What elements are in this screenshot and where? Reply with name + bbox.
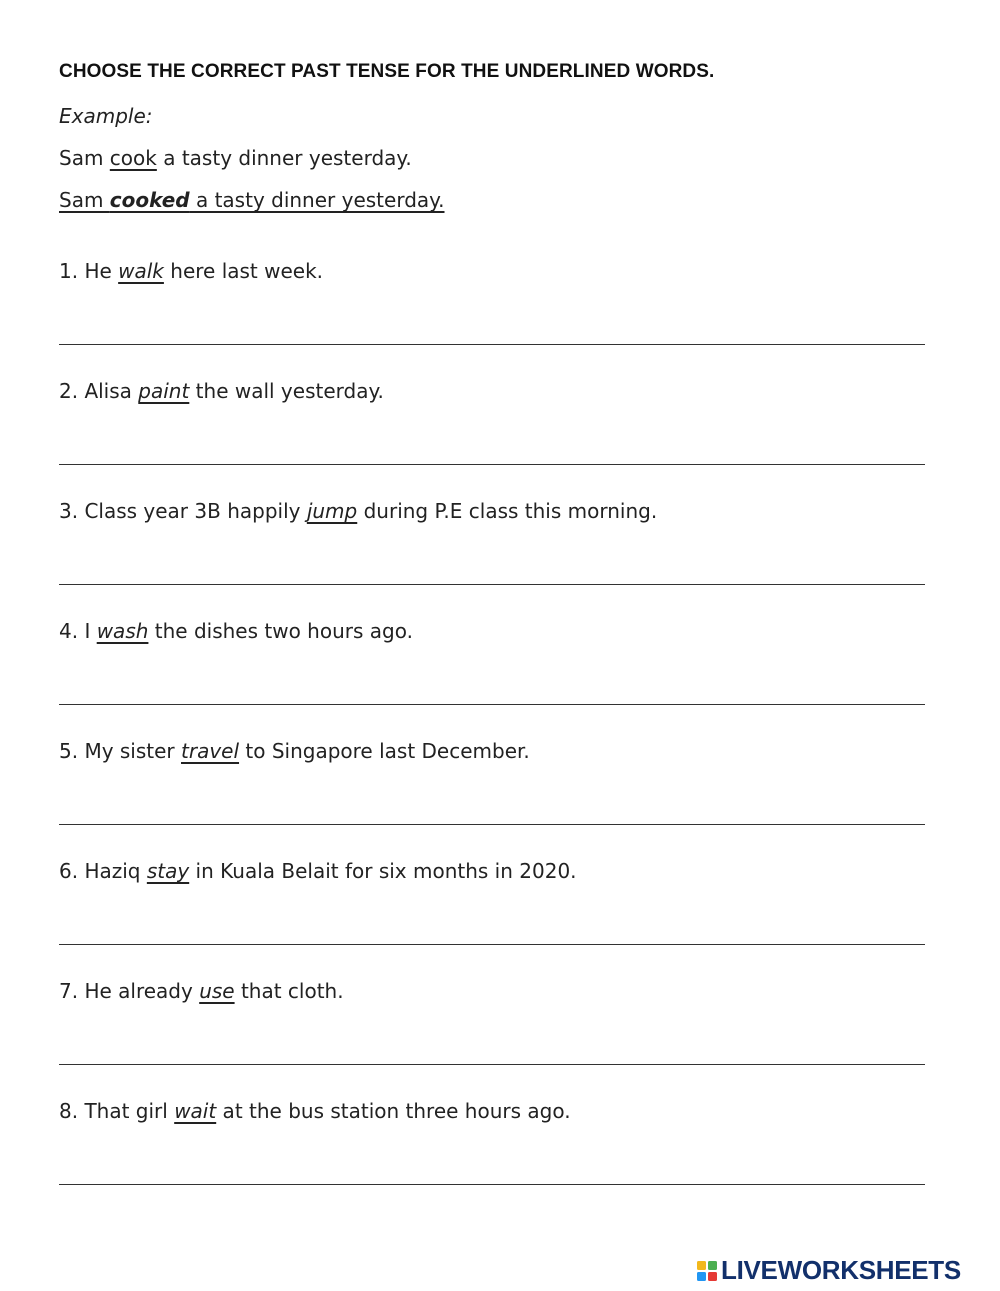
answer-line-7[interactable] [59, 1064, 925, 1065]
question-post: that cloth. [234, 979, 344, 1003]
example-answer-pre: Sam [59, 188, 110, 212]
logo-square [708, 1261, 717, 1270]
example-question-word: cook [109, 146, 157, 170]
question-pre: 5. My sister [59, 739, 182, 763]
answer-line-5[interactable] [59, 824, 925, 825]
logo-mark-icon [697, 1261, 717, 1281]
example-label: Example: [59, 104, 153, 128]
example-answer-post: a tasty dinner yesterday. [189, 188, 445, 212]
example-question-post: a tasty dinner yesterday. [156, 146, 412, 170]
question-underlined-word: wash [96, 619, 149, 643]
question-post: in Kuala Belait for six months in 2020. [189, 859, 577, 883]
answer-line-6[interactable] [59, 944, 925, 945]
question-pre: 1. He [59, 259, 119, 283]
example-answer [59, 188, 445, 212]
question-post: at the bus station three hours ago. [216, 1099, 571, 1123]
answer-line-4[interactable] [59, 704, 925, 705]
question-pre: 3. Class year 3B happily [59, 499, 307, 523]
question-underlined-word: paint [138, 379, 190, 403]
question-post: the dishes two hours ago. [148, 619, 413, 643]
question-underlined-word: wait [174, 1099, 217, 1123]
answer-line-1[interactable] [59, 344, 925, 345]
logo-square [697, 1272, 706, 1281]
example-answer-word: cooked [109, 188, 190, 212]
logo-text: LIVEWORKSHEETS [721, 1255, 961, 1285]
question-underlined-word: walk [118, 259, 164, 283]
question-2 [59, 379, 384, 403]
answer-line-8[interactable] [59, 1184, 925, 1185]
question-pre: 6. Haziq [59, 859, 147, 883]
question-post: to Singapore last December. [239, 739, 530, 763]
question-6 [59, 859, 577, 883]
question-1 [59, 259, 323, 283]
logo-square [708, 1272, 717, 1281]
question-underlined-word: travel [181, 739, 240, 763]
question-underlined-word: jump [306, 499, 358, 523]
answer-line-3[interactable] [59, 584, 925, 585]
question-pre: 7. He already [59, 979, 200, 1003]
question-underlined-word: use [199, 979, 235, 1003]
example-question-pre: Sam [59, 146, 110, 170]
liveworksheets-logo [697, 1255, 961, 1286]
logo-square [697, 1261, 706, 1270]
question-pre: 4. I [59, 619, 97, 643]
answer-line-2[interactable] [59, 464, 925, 465]
question-8 [59, 1099, 571, 1123]
instruction-heading: CHOOSE THE CORRECT PAST TENSE FOR THE UNDERLINED WORDS. [59, 61, 715, 82]
question-pre: 2. Alisa [59, 379, 139, 403]
question-post: during P.E class this morning. [357, 499, 658, 523]
question-3 [59, 499, 657, 523]
example-question [59, 146, 412, 170]
question-4 [59, 619, 413, 643]
question-7 [59, 979, 344, 1003]
question-underlined-word: stay [146, 859, 190, 883]
question-5 [59, 739, 530, 763]
question-post: here last week. [163, 259, 324, 283]
question-post: the wall yesterday. [189, 379, 384, 403]
question-pre: 8. That girl [59, 1099, 175, 1123]
